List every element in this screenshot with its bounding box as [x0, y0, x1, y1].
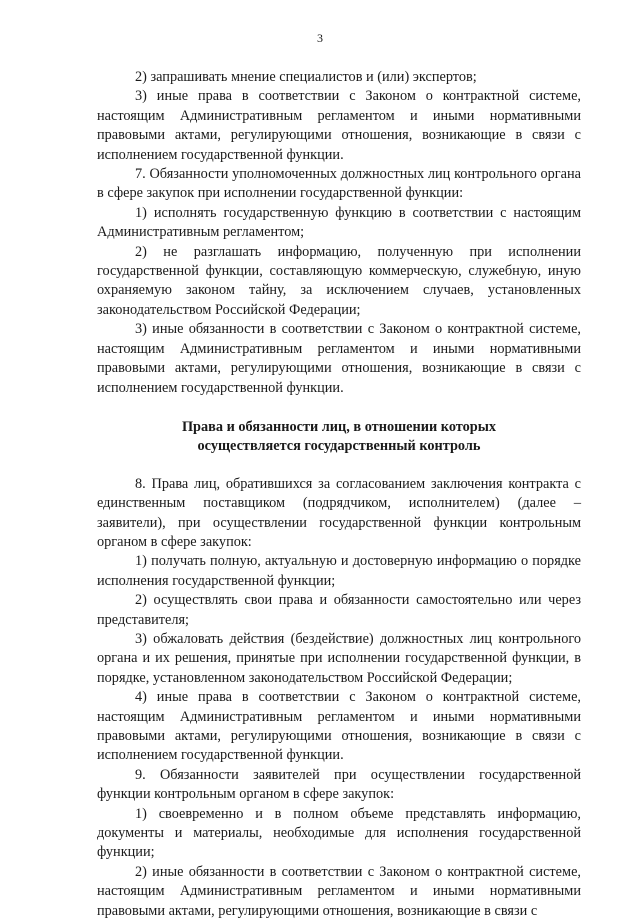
- document-body: [97, 68, 581, 921]
- paragraph: 7. Обязанности уполномоченных должностных лиц контрольного органа в сфере закупок при исполнении государственной функции:: [97, 166, 581, 202]
- paragraph: 4) иные права в соответствии с Законом о контрактной системе, настоящим Административным регламентом и иными нормативными правовыми актами, регулирующими отношения, возникающие в связи с исполнением государственной функции.: [97, 689, 581, 764]
- paragraph: 2) запрашивать мнение специалистов и (или) экспертов;: [135, 69, 477, 85]
- section-heading-line: Права и обязанности лиц, в отношении которых: [181, 418, 497, 435]
- section-heading: [97, 418, 581, 457]
- section-heading-line: осуществляется государственный контроль: [197, 438, 481, 455]
- paragraph: 1) своевременно и в полном объеме представлять информацию, документы и материалы, необходимые для исполнения государственной функции;: [97, 805, 581, 861]
- paragraph: 2) иные обязанности в соответствии с Законом о контрактной системе, настоящим Административным регламентом и иными нормативными правовыми актами, регулирующими отношения, возникающие в связи с: [97, 863, 581, 919]
- paragraph: 2) не разглашать информацию, полученную при исполнении государственной функции, составляющую коммерческую, служебную, иную охраняемую законом тайну, за исключением случаев, установленных законодательством Российской Федерации;: [97, 243, 581, 318]
- paragraph: 2) осуществлять свои права и обязанности самостоятельно или через представителя;: [97, 592, 581, 628]
- paragraph: 3) иные права в соответствии с Законом о контрактной системе, настоящим Административным регламентом и иными нормативными правовыми актами, регулирующими отношения, возникающие в связи с исполнением государственной функции.: [97, 88, 581, 163]
- paragraph: 3) иные обязанности в соответствии с Законом о контрактной системе, настоящим Административным регламентом и иными нормативными правовыми актами, регулирующими отношения, возникающие в связи с исполнением государственной функции.: [97, 321, 581, 396]
- paragraph: 9. Обязанности заявителей при осуществлении государственной функции контрольным органом в сфере закупок:: [97, 766, 581, 803]
- page-number: 3: [317, 31, 323, 45]
- paragraph: 3) обжаловать действия (бездействие) должностных лиц контрольного органа и их решения, принятые при исполнении государственной функции, в порядке, установленном законодательством Российской Федерации;: [97, 630, 581, 686]
- paragraph: 1) получать полную, актуальную и достоверную информацию о порядке исполнения государственной функции;: [97, 553, 581, 589]
- paragraph: 8. Права лиц, обратившихся за согласованием заключения контракта с единственным поставщиком (подрядчиком, исполнителем) (далее – заявители), при осуществлении государственной функции контрольным органом в сфере закупок:: [97, 475, 581, 550]
- paragraph: 1) исполнять государственную функцию в соответствии с настоящим Административным регламентом;: [97, 204, 581, 241]
